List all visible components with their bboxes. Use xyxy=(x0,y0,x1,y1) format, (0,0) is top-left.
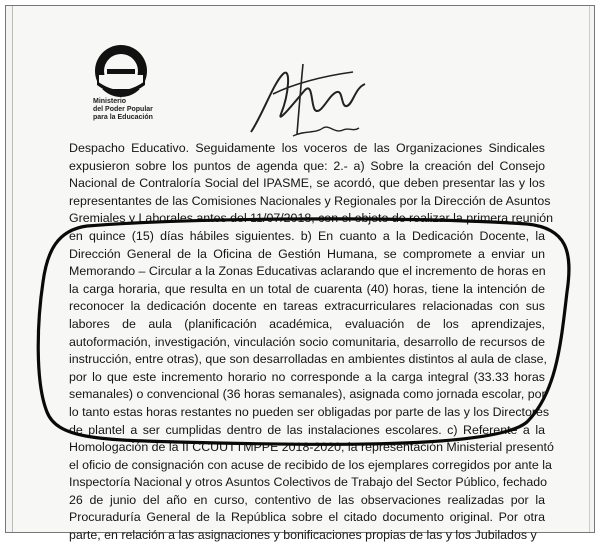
text-line: 26 de junio del año en curso, contentivo de las observaciones realizadas por la xyxy=(69,492,545,507)
text-line: en quince (15) días hábiles siguientes. b) En cuanto a la Dedicación Docente, la xyxy=(69,228,545,243)
text-line: reconocer la dedicación docente en tareas extracurriculares relacionadas con sus xyxy=(69,299,545,314)
text-line: Nacional de Contraloría Social del IPASME, se acordó, que deben presentar las y los xyxy=(69,176,545,191)
text-line: Inspectoría Nacional y otros Asuntos Colectivos de Trabajo del Sector Público, fechado xyxy=(69,475,547,490)
ministry-name xyxy=(93,98,153,122)
handwritten-signature xyxy=(243,54,373,144)
text-line: lo tanto estas horas restantes no pueden ser obligadas por parte de las y los Directores xyxy=(69,404,550,419)
text-line: representantes de las Comisiones Nacionales y Regionales por la Dirección de Asuntos xyxy=(69,193,551,208)
ministry-line: del Poder Popular xyxy=(93,106,153,113)
ministry-line: para la Educación xyxy=(93,114,153,121)
text-line: parte, en relación a las asignaciones y bonificaciones propias de las y los Jubilados y xyxy=(69,528,537,543)
text-line: instrucción, entre otras), que son desarrolladas en ambientes distintos al aula de clase, xyxy=(69,352,547,367)
text-line: la carga horaria, que resulta en un total de cuarenta (40) horas, tiene la intención de xyxy=(69,281,545,296)
text-line: labores de aula (planificación académica, evaluación de los aprendizajes, xyxy=(69,316,545,331)
text-line: autoformación, investigación, vinculación socio comunitaria, desarrollo de recursos de xyxy=(69,334,545,349)
text-line: Homologación de la II CCUUTTMPPE 2018-2020, la representación Ministerial presentó xyxy=(69,440,554,455)
text-line: semanales) o convencional (36 horas semanales), asignada como jornada escolar, por xyxy=(69,387,546,402)
screenshot-frame xyxy=(5,5,595,543)
hand-drawn-oval-annotation xyxy=(27,212,575,452)
document-page xyxy=(12,6,590,543)
text-line: Gremiales y Laborales antes del 11/07/2018, con el objeto de realizar la primera reunión xyxy=(69,211,553,226)
text-line: Despacho Educativo. Seguidamente los voceros de las Organizaciones Sindicales xyxy=(69,141,545,155)
text-line: Memorando – Circular a la Zonas Educativas aclarando que el incremento de horas en xyxy=(69,264,546,279)
text-line: por lo que este incremento horario no corresponde a la carga integral (33.33 horas xyxy=(69,369,545,384)
text-line: expusieron sobre los puntos de agenda que: 2.- a) Sobre la creación del Consejo xyxy=(69,158,545,173)
text-line: de plantel a ser cumplidas dentro de las instalaciones escolares. c) Referente a la xyxy=(69,422,545,437)
text-line: el oficio de consignación con acuse de recibido de los ejemplares corregidos por ante la xyxy=(69,457,552,472)
ministry-logo-icon xyxy=(89,41,153,105)
ministry-line: Ministerio xyxy=(93,98,127,105)
text-line: Dirección General de la Oficina de Gestión Humana, se compromete a enviar un xyxy=(69,246,545,261)
text-line: Procuraduría General de la República sobre el citado documento original. Por otra xyxy=(69,510,545,525)
